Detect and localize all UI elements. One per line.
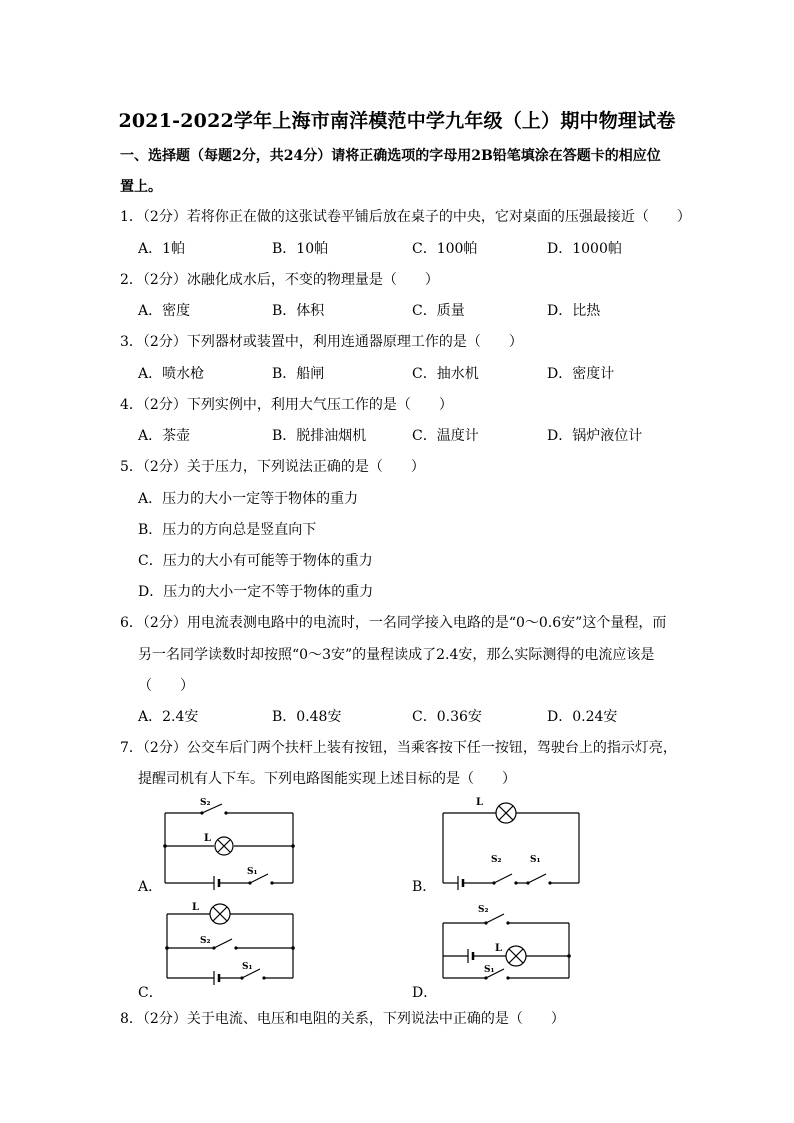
q1-option-d: D．1000帕 <box>547 241 622 257</box>
lamp-label: L <box>476 797 484 808</box>
q6-option-a: A．2.4安 <box>138 709 199 725</box>
circuit-diagram-a <box>160 795 300 895</box>
q5-option-d: D．压力的大小一定不等于物体的重力 <box>138 584 374 600</box>
switch-s2-label: S₂ <box>200 798 211 808</box>
lamp-label: L <box>192 902 200 913</box>
q7-text-line2: 提醒司机有人下车。下列电路图能实现上述目标的是（ ） <box>138 771 516 787</box>
question-text: （2分）若将你正在做的这张试卷平铺后放在桌子的中央，它对桌面的压强最接近（ ） <box>142 209 691 225</box>
switch-s1-label: S₁ <box>484 965 495 975</box>
question-number: 3． <box>120 334 143 350</box>
q2-option-c: C．质量 <box>412 303 465 319</box>
question-text: （2分）关于电流、电压和电阻的关系，下列说法中正确的是（ ） <box>142 1011 565 1027</box>
question-3 <box>120 331 523 351</box>
page-title: 2021-2022学年上海市南洋模范中学九年级（上）期中物理试卷 <box>118 110 676 132</box>
q2-option-b: B．体积 <box>272 303 325 319</box>
question-7 <box>120 737 677 757</box>
switch-s2-label: S₂ <box>200 936 211 946</box>
q4-option-a: A．茶壶 <box>138 428 191 444</box>
question-text: （2分）下列器材或装置中，利用连通器原理工作的是（ ） <box>142 334 523 350</box>
q3-option-a: A．喷水枪 <box>138 366 205 382</box>
section-heading-line2: 置上。 <box>120 179 162 195</box>
q6-option-d: D．0.24安 <box>547 709 618 725</box>
switch-s2-label: S₂ <box>478 905 489 915</box>
q6-option-b: B．0.48安 <box>272 709 342 725</box>
q3-option-c: C．抽水机 <box>412 366 479 382</box>
question-number: 2． <box>120 272 143 288</box>
q5-option-b: B．压力的方向总是竖直向下 <box>138 522 317 538</box>
question-2 <box>120 269 439 289</box>
q7-option-a: A． <box>138 879 163 895</box>
q6-text-line2: 另一名同学读数时却按照“0～3安”的量程读成了2.4安，那么实际测得的电流应该是 <box>138 647 655 663</box>
question-number: 4． <box>120 397 143 413</box>
question-text: （2分）公交车后门两个扶杆上装有按钮，当乘客按下任一按钮，驾驶台上的指示灯亮， <box>142 740 677 756</box>
switch-s1-label: S₁ <box>530 855 541 865</box>
q4-option-d: D．锅炉液位计 <box>547 428 643 444</box>
question-6 <box>120 612 666 632</box>
q3-option-d: D．密度计 <box>547 366 615 382</box>
q6-option-c: C．0.36安 <box>412 709 482 725</box>
q7-option-b: B． <box>412 879 437 895</box>
q5-option-c: C．压力的大小有可能等于物体的重力 <box>138 553 373 569</box>
question-number: 8． <box>120 1011 143 1027</box>
question-5 <box>120 456 425 476</box>
question-text: （2分）下列实例中，利用大气压工作的是（ ） <box>142 397 453 413</box>
switch-s1-label: S₁ <box>247 867 258 877</box>
question-number: 5． <box>120 459 143 475</box>
lamp-label: L <box>495 943 503 954</box>
q3-option-b: B．船闸 <box>272 366 325 382</box>
q2-option-a: A．密度 <box>138 303 191 319</box>
q1-option-c: C．100帕 <box>412 241 478 257</box>
question-number: 7． <box>120 740 143 756</box>
question-8 <box>120 1008 565 1028</box>
q6-text-line3: （ ） <box>138 678 194 694</box>
q5-option-a: A．压力的大小一定等于物体的重力 <box>138 491 359 507</box>
question-text: （2分）用电流表测电路中的电流时，一名同学接入电路的是“0～0.6安”这个量程，而 <box>142 615 667 631</box>
switch-s1-label: S₁ <box>242 962 253 972</box>
circuit-diagram-c <box>160 900 300 990</box>
circuit-diagram-d <box>438 900 578 990</box>
q1-option-a: A．1帕 <box>138 241 186 257</box>
q2-option-d: D．比热 <box>547 303 601 319</box>
q1-option-b: B．10帕 <box>272 241 329 257</box>
question-text: （2分）关于压力，下列说法正确的是（ ） <box>142 459 425 475</box>
q7-option-c: C． <box>138 985 163 1001</box>
section-heading <box>120 141 680 203</box>
question-number: 1． <box>120 209 143 225</box>
q7-option-d: D． <box>412 985 438 1001</box>
circuit-diagram-b <box>436 795 586 895</box>
section-heading-line1: 一、选择题（每题2分，共24分）请将正确选项的字母用2B铅笔填涂在答题卡的相应位 <box>120 148 661 164</box>
question-number: 6． <box>120 615 143 631</box>
q4-option-b: B．脱排油烟机 <box>272 428 367 444</box>
switch-s2-label: S₂ <box>491 855 502 865</box>
lamp-label: L <box>204 833 212 844</box>
question-4 <box>120 394 453 414</box>
q4-option-c: C．温度计 <box>412 428 479 444</box>
question-text: （2分）冰融化成水后，不变的物理量是（ ） <box>142 272 439 288</box>
question-1 <box>120 206 691 226</box>
